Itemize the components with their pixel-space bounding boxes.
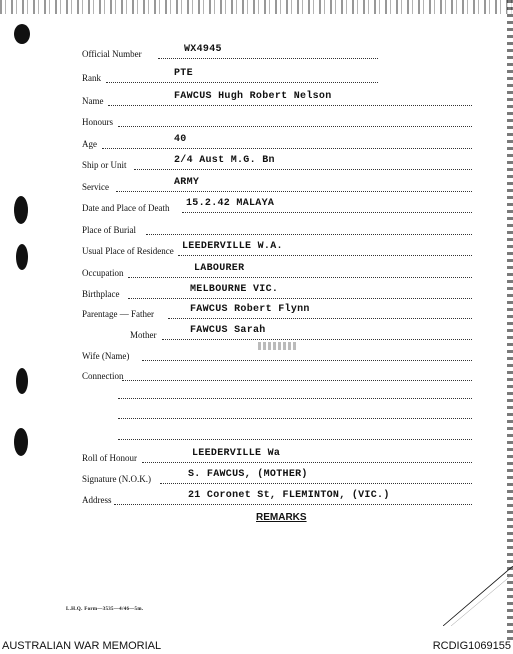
row-signature-nok <box>82 469 472 487</box>
dotted-line <box>116 191 472 192</box>
dotted-line <box>118 126 472 127</box>
footer-record-id: RCDIG1069155 <box>432 640 511 652</box>
label-father: Parentage — Father <box>82 309 154 319</box>
value-name: FAWCUS Hugh Robert Nelson <box>174 91 332 102</box>
label-honours: Honours <box>82 117 113 127</box>
label-name: Name <box>82 96 104 106</box>
dotted-line <box>102 148 472 149</box>
form-number: L.H.Q. Form—3535—4/46—5m. <box>66 607 144 612</box>
dotted-line <box>128 298 472 299</box>
value-roll-of-honour: LEEDERVILLE Wa <box>192 448 281 459</box>
dotted-line <box>142 462 472 463</box>
label-wife: Wife (Name) <box>82 351 130 361</box>
dotted-line <box>168 318 472 319</box>
label-service: Service <box>82 182 109 192</box>
punch-hole-lower-mid <box>16 368 28 394</box>
row-wife <box>82 350 472 364</box>
dotted-line <box>182 212 472 213</box>
dotted-line <box>108 105 472 106</box>
row-name <box>82 91 472 109</box>
value-rank: PTE <box>174 68 193 79</box>
connection-line-3 <box>118 418 472 419</box>
value-mother: FAWCUS Sarah <box>190 325 266 336</box>
value-father: FAWCUS Robert Flynn <box>190 304 310 315</box>
row-service <box>82 177 472 195</box>
row-residence <box>82 241 472 259</box>
erased-mark <box>258 342 298 350</box>
label-mother: Mother <box>130 330 157 340</box>
punch-hole-lower <box>14 428 28 456</box>
punch-hole-top <box>14 24 30 44</box>
row-address <box>82 490 472 508</box>
row-place-burial <box>82 224 472 238</box>
dotted-line <box>178 255 472 256</box>
row-birthplace <box>82 284 472 302</box>
label-connection: Connection <box>82 371 124 381</box>
connection-line-2 <box>118 398 472 399</box>
row-ship-or-unit <box>82 155 472 173</box>
row-date-place-death <box>82 198 472 216</box>
dotted-line <box>162 339 472 340</box>
dotted-line <box>134 169 472 170</box>
value-signature-nok: S. FAWCUS, (MOTHER) <box>188 469 308 480</box>
row-honours <box>82 116 472 130</box>
label-rank: Rank <box>82 73 101 83</box>
scan-edge-right <box>507 0 513 640</box>
dotted-line <box>160 483 472 484</box>
dotted-line <box>122 380 472 381</box>
value-service: ARMY <box>174 177 200 188</box>
label-age: Age <box>82 139 97 149</box>
connection-line-4 <box>118 439 472 440</box>
row-occupation <box>82 263 472 281</box>
dotted-line <box>158 58 378 59</box>
value-occupation: LABOURER <box>194 263 245 274</box>
dotted-line <box>142 360 472 361</box>
row-roll-of-honour <box>82 448 472 466</box>
dotted-line <box>146 234 472 235</box>
value-date-place-death: 15.2.42 MALAYA <box>186 198 275 209</box>
remarks-heading: REMARKS <box>256 512 307 523</box>
row-connection <box>82 370 472 384</box>
label-birthplace: Birthplace <box>82 289 120 299</box>
row-age <box>82 134 472 152</box>
label-occupation: Occupation <box>82 268 124 278</box>
archive-footer <box>0 640 513 654</box>
label-residence: Usual Place of Residence <box>82 246 174 256</box>
row-mother <box>82 325 472 343</box>
label-place-burial: Place of Burial <box>82 225 136 235</box>
row-official-number <box>82 44 472 62</box>
label-roll-of-honour: Roll of Honour <box>82 453 137 463</box>
scan-edge-top <box>0 0 513 14</box>
label-date-place-death: Date and Place of Death <box>82 203 170 213</box>
label-address: Address <box>82 495 112 505</box>
punch-hole-upper-mid <box>16 244 28 270</box>
row-father <box>82 304 472 322</box>
row-rank <box>82 68 472 86</box>
value-age: 40 <box>174 134 187 145</box>
dotted-line <box>106 82 378 83</box>
dotted-line <box>114 504 472 505</box>
label-signature-nok: Signature (N.O.K.) <box>82 474 151 484</box>
value-birthplace: MELBOURNE VIC. <box>190 284 279 295</box>
label-ship-or-unit: Ship or Unit <box>82 160 127 170</box>
page-fold <box>443 566 513 626</box>
label-official-number: Official Number <box>82 49 142 59</box>
value-address: 21 Coronet St, FLEMINTON, (VIC.) <box>188 490 390 501</box>
value-official-number: WX4945 <box>184 44 222 55</box>
value-ship-or-unit: 2/4 Aust M.G. Bn <box>174 155 275 166</box>
value-residence: LEEDERVILLE W.A. <box>182 241 283 252</box>
punch-hole-upper <box>14 196 28 224</box>
footer-institution: AUSTRALIAN WAR MEMORIAL <box>2 640 162 652</box>
dotted-line <box>128 277 472 278</box>
